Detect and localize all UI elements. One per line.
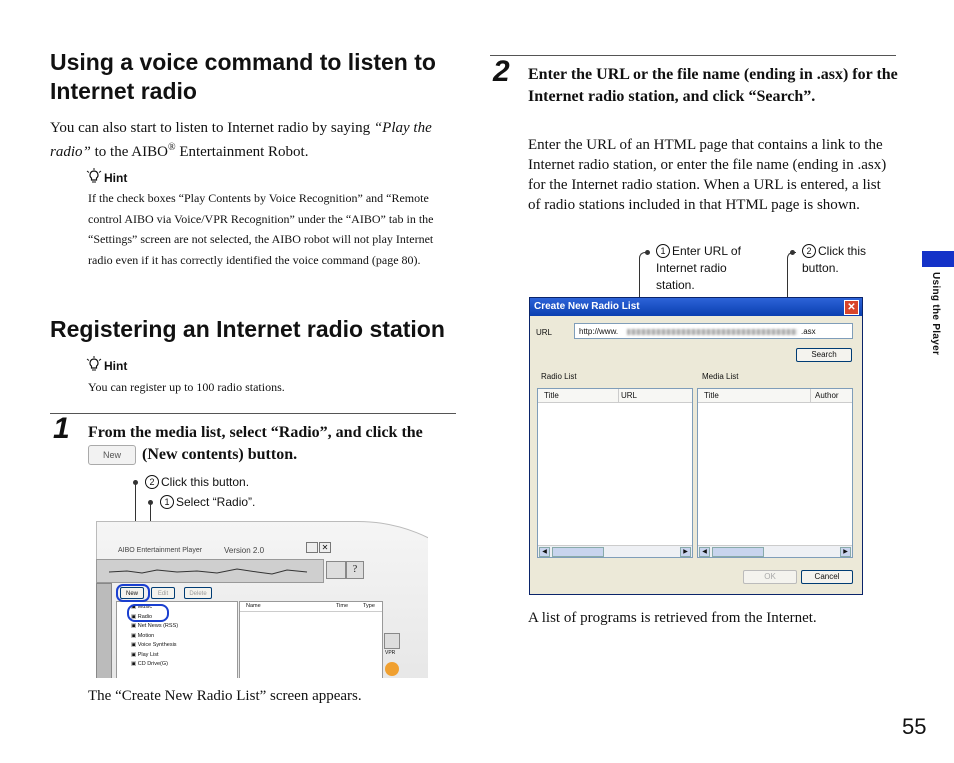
content-list (239, 601, 383, 678)
scroll-thumb[interactable] (552, 547, 604, 557)
lightbulb-icon (86, 356, 102, 373)
dialog-title: Create New Radio List (534, 301, 640, 312)
scroll-right-icon[interactable]: ▶ (840, 547, 851, 557)
new-highlight (116, 584, 150, 602)
horizontal-scrollbar[interactable] (698, 545, 852, 557)
section-heading-registering: Registering an Internet radio station (50, 316, 445, 342)
step-divider (50, 413, 456, 414)
cancel-button[interactable]: Cancel (801, 570, 853, 584)
callout-text: Select “Radio”. (176, 495, 256, 509)
help-icon[interactable]: ? (346, 561, 364, 579)
new-button[interactable]: New (120, 587, 144, 599)
right-caption: A list of programs is retrieved from the Internet. (528, 610, 817, 626)
callout-number: 1 (656, 244, 670, 258)
ok-button[interactable]: OK (743, 570, 797, 584)
callout-text: Click this button. (161, 475, 250, 489)
col-type: Type (363, 603, 375, 609)
para-quote: “Play the radio” (50, 120, 432, 160)
col-title: Title (544, 391, 559, 400)
url-suffix: .asx (801, 327, 816, 336)
step-2-instructions: Enter the URL or the file name (ending in .asx) for the Internet radio station, and click “Search”. (528, 66, 898, 105)
edit-button[interactable]: Edit (151, 587, 175, 599)
scroll-right-icon[interactable]: ▶ (680, 547, 691, 557)
media-list[interactable] (697, 388, 853, 558)
step-text: (New contents) button. (142, 446, 298, 463)
step-divider (490, 55, 896, 56)
callout-click-search (802, 243, 882, 277)
para-text: Entertainment Robot. (175, 144, 309, 160)
scroll-thumb[interactable] (712, 547, 764, 557)
para-text: to the AIBO (90, 144, 168, 160)
close-icon[interactable]: ✕ (319, 542, 331, 553)
tree-item[interactable]: ▣ Music (131, 604, 153, 610)
col-time: Time (336, 603, 349, 609)
radio-list[interactable] (537, 388, 693, 558)
dialog-titlebar (530, 298, 862, 316)
url-label: URL (536, 328, 553, 337)
side-tab-label: Using the Player (930, 272, 941, 356)
callout-select-radio (160, 494, 255, 511)
callout-number: 2 (802, 244, 816, 258)
media-list-label: Media List (702, 372, 739, 381)
side-tab-marker (922, 251, 954, 267)
lightbulb-icon (86, 168, 102, 185)
vpr-label: VPR (385, 650, 396, 656)
delete-button[interactable]: Delete (184, 587, 212, 599)
waveform-icon (97, 560, 323, 582)
scroll-left-icon[interactable]: ◀ (539, 547, 550, 557)
tree-item[interactable]: ▣ CD Drive(G) (131, 661, 168, 667)
waveform-bar (96, 559, 324, 583)
step-number: 2 (493, 55, 510, 88)
tree-item[interactable]: ▣ Play List (131, 651, 159, 658)
tree-item[interactable]: ▣ Net News (RSS) (131, 623, 179, 629)
close-icon[interactable]: ✕ (844, 300, 859, 315)
registered-mark: ® (167, 142, 176, 153)
side-panel (96, 583, 112, 678)
col-name: Name (246, 603, 261, 609)
hint-label: Hint (104, 359, 128, 373)
col-url: URL (618, 389, 637, 402)
url-value: http://www. (579, 327, 619, 336)
new-button-illustration: New (88, 445, 136, 465)
aibo-icon[interactable] (385, 662, 399, 676)
radio-list-label: Radio List (541, 372, 577, 381)
scroll-left-icon[interactable]: ◀ (699, 547, 710, 557)
blurred-url (627, 329, 797, 335)
hint-heading-2 (86, 356, 127, 373)
col-author: Author (810, 389, 839, 402)
callout-text: Click this button. (802, 244, 867, 275)
radio-highlight (127, 604, 169, 622)
player-version: Version 2.0 (224, 546, 265, 555)
tree-item[interactable]: ▣ Motion (131, 632, 155, 639)
callout-text: Enter URL of Internet radio station. (656, 244, 741, 292)
section-heading-voice-command: Using a voice command to listen to Internet radio (50, 49, 436, 104)
step-2-paragraph: Enter the URL of an HTML page that contains a link to the Internet radio station, or enter the file name (ending in .asx) for the Internet radio station. When a URL is entered, a list of radio stations included in that HTML page is shown. (528, 137, 887, 213)
hint-heading-1 (86, 168, 127, 185)
tools-icon[interactable] (326, 561, 346, 579)
callout-enter-url (656, 243, 766, 294)
url-field[interactable] (574, 323, 853, 339)
col-title: Title (704, 391, 719, 400)
vpr-icon[interactable] (384, 633, 400, 649)
player-title: AIBO Entertainment Player (118, 547, 203, 554)
callout-number: 1 (160, 495, 174, 509)
horizontal-scrollbar[interactable] (538, 545, 692, 557)
tree-item[interactable]: ▣ Radio (131, 613, 153, 620)
step-text: From the media list, select “Radio”, and click the (88, 424, 423, 441)
hint-text-1: If the check boxes “Play Contents by Voice Recognition” and “Remote control AIBO via Voice/VPR Recognition” under the “AIBO” tab in the “Settings” screen are not selected, the AIBO robot will not play Internet radio even if it has correctly identified the voice command (page 80). (88, 191, 434, 267)
hint-label: Hint (104, 171, 128, 185)
create-radio-dialog (529, 297, 863, 595)
callout-click-button (145, 474, 249, 491)
hint-text-2: You can register up to 100 radio stations. (88, 380, 285, 394)
search-button[interactable]: Search (796, 348, 852, 362)
tree-item[interactable]: ▣ Voice Synthesis (131, 642, 177, 648)
step-number: 1 (53, 412, 70, 445)
left-caption: The “Create New Radio List” screen appears. (88, 688, 362, 704)
page-number: 55 (902, 714, 927, 739)
para-text: You can also start to listen to Internet radio by saying (50, 120, 374, 136)
step-1-instructions (88, 422, 458, 466)
voice-command-paragraph (50, 118, 455, 162)
minimize-icon[interactable] (306, 542, 318, 553)
callout-number: 2 (145, 475, 159, 489)
